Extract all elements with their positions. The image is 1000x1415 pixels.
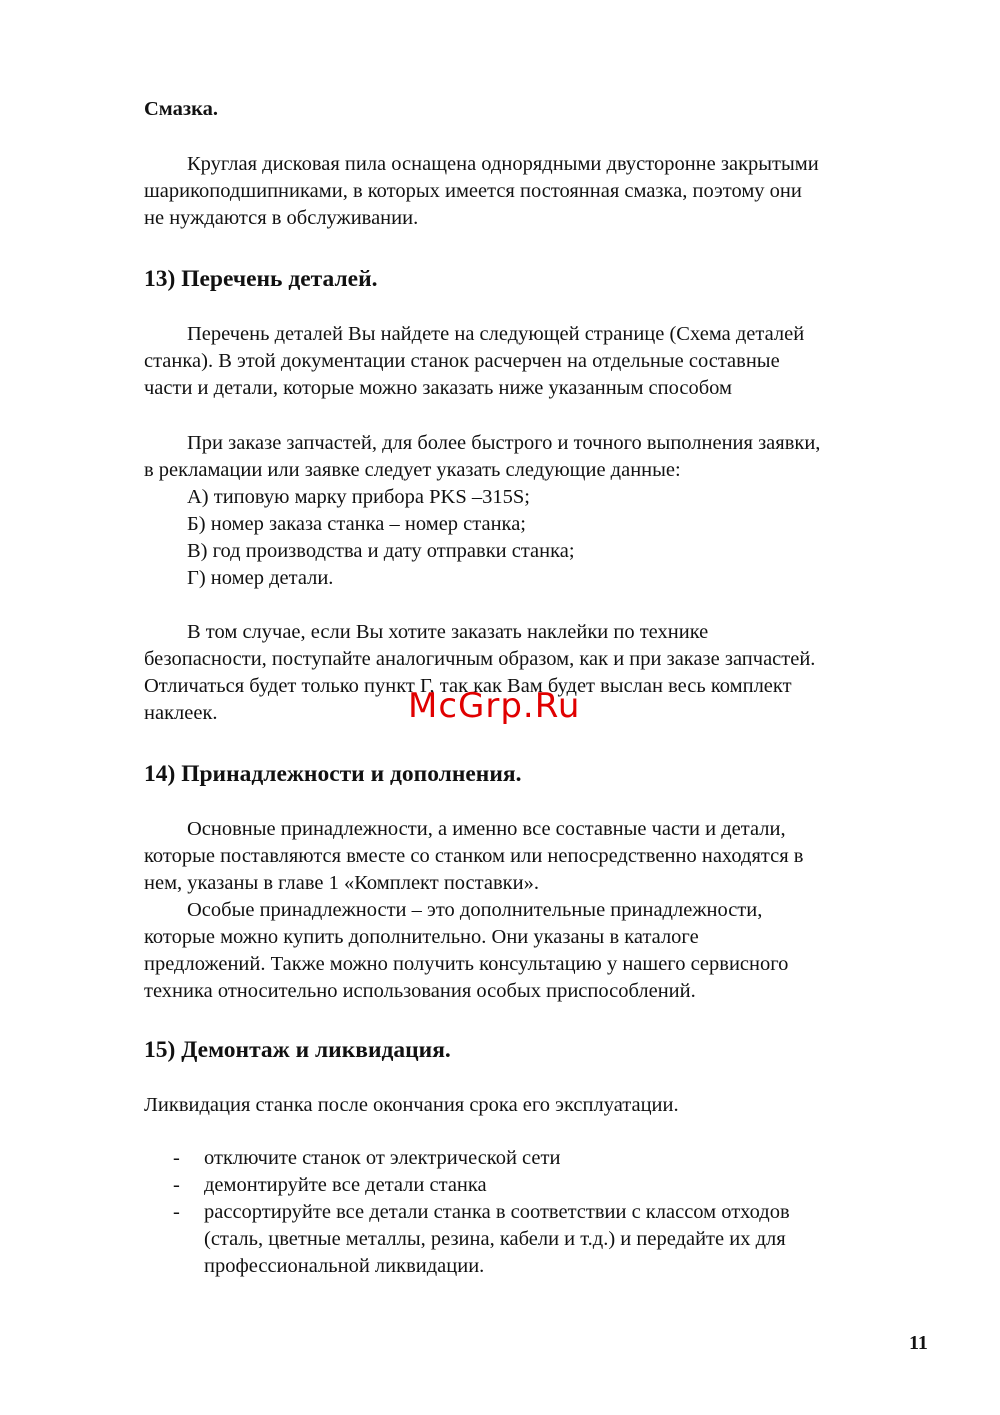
section-13-paragraph-line: безопасности, поступайте аналогичным образом, как и при заказе запчастей. — [144, 648, 816, 670]
section-13-paragraph-line: При заказе запчастей, для более быстрого и точного выполнения заявки, — [187, 432, 821, 454]
lubrication-title: Смазка. — [144, 98, 218, 120]
section-13-paragraph-line: наклеек. — [144, 702, 218, 724]
lubrication-paragraph-line: не нуждаются в обслуживании. — [144, 207, 419, 229]
section-13-paragraph-line: части и детали, которые можно заказать ниже указанным способом — [144, 377, 732, 399]
disposal-step: отключите станок от электрической сети — [204, 1147, 561, 1169]
section-15-intro: Ликвидация станка после окончания срока его эксплуатации. — [144, 1094, 679, 1116]
order-data-item: А) типовую марку прибора PKS –315S; — [187, 486, 530, 508]
section-14-paragraph-line: предложений. Также можно получить консультацию у нашего сервисного — [144, 953, 789, 975]
bullet-dash: - — [173, 1147, 180, 1169]
section-15-heading: 15) Демонтаж и ликвидация. — [144, 1037, 451, 1063]
section-14-paragraph-line: нем, указаны в главе 1 «Комплект поставки». — [144, 872, 539, 894]
section-14-paragraph-line: техника относительно использования особых приспособлений. — [144, 980, 696, 1002]
disposal-step: демонтируйте все детали станка — [204, 1174, 487, 1196]
order-data-item: В) год производства и дату отправки станка; — [187, 540, 575, 562]
bullet-dash: - — [173, 1174, 180, 1196]
disposal-step-continuation: (сталь, цветные металлы, резина, кабели и т.д.) и передайте их для — [204, 1228, 786, 1250]
section-14-paragraph-line: которые поставляются вместе со станком или непосредственно находятся в — [144, 845, 804, 867]
section-14-heading: 14) Принадлежности и дополнения. — [144, 761, 522, 787]
lubrication-paragraph-line: шарикоподшипниками, в которых имеется постоянная смазка, поэтому они — [144, 180, 802, 202]
section-14-paragraph-line: Особые принадлежности – это дополнительные принадлежности, — [187, 899, 763, 921]
disposal-step-continuation: профессиональной ликвидации. — [204, 1255, 485, 1277]
section-13-heading: 13) Перечень деталей. — [144, 266, 378, 292]
order-data-item: Г) номер детали. — [187, 567, 334, 589]
disposal-step: рассортируйте все детали станка в соответствии с классом отходов — [204, 1201, 790, 1223]
watermark: McGrp.Ru — [408, 686, 581, 726]
order-data-item: Б) номер заказа станка – номер станка; — [187, 513, 526, 535]
section-13-paragraph-line: Перечень деталей Вы найдете на следующей странице (Схема деталей — [187, 323, 805, 345]
section-13-paragraph-line: в рекламации или заявке следует указать следующие данные: — [144, 459, 681, 481]
page-number: 11 — [909, 1332, 928, 1354]
section-13-paragraph-line: В том случае, если Вы хотите заказать наклейки по технике — [187, 621, 709, 643]
lubrication-paragraph-line: Круглая дисковая пила оснащена однорядными двусторонне закрытыми — [187, 153, 819, 175]
section-14-paragraph-line: которые можно купить дополнительно. Они указаны в каталоге — [144, 926, 699, 948]
section-13-paragraph-line: станка). В этой документации станок расчерчен на отдельные составные — [144, 350, 780, 372]
bullet-dash: - — [173, 1201, 180, 1223]
section-14-paragraph-line: Основные принадлежности, а именно все составные части и детали, — [187, 818, 786, 840]
section-13-paragraph-line: Отличаться будет только пункт Г, так как Вам будет выслан весь комплект — [144, 675, 792, 697]
